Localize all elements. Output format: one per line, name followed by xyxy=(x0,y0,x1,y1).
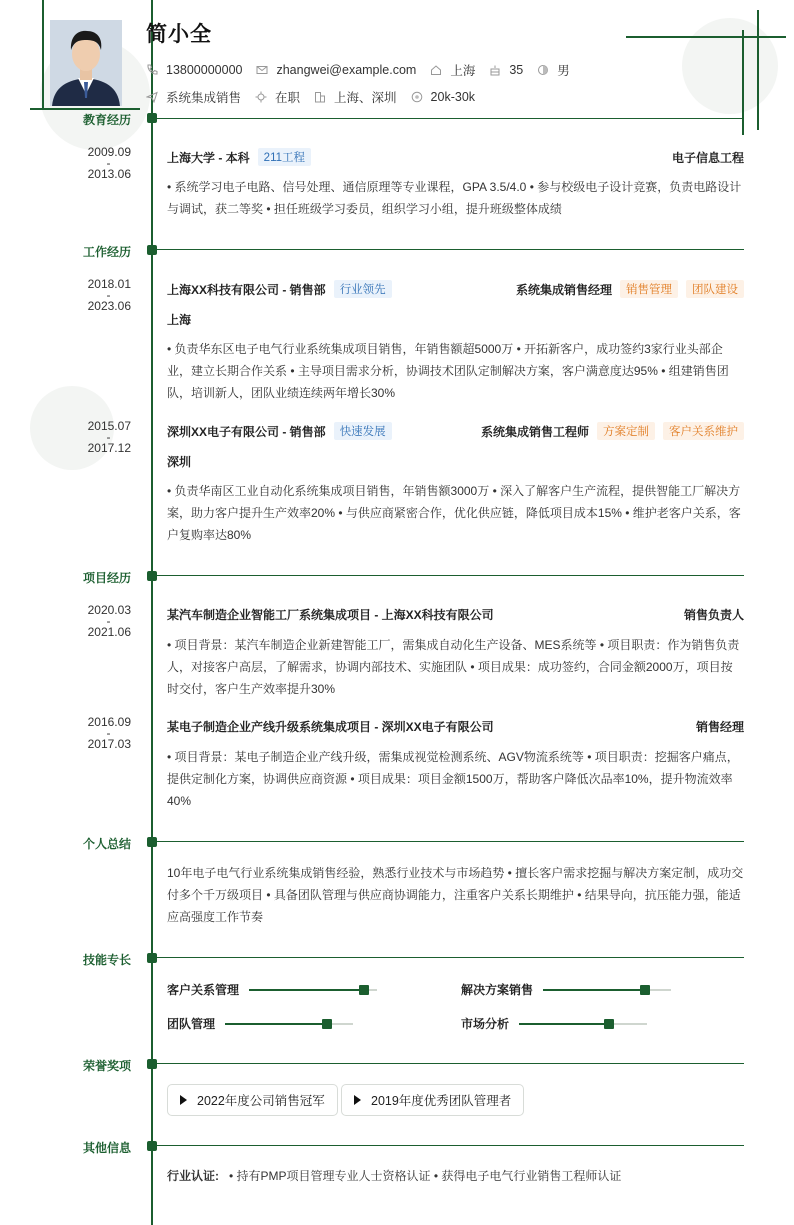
contact-row xyxy=(146,61,584,79)
project-role: 销售经理 xyxy=(695,720,744,734)
section-divider xyxy=(157,249,744,250)
decor-line xyxy=(42,0,44,110)
section-marker xyxy=(147,245,157,255)
status-item xyxy=(255,88,300,106)
skill-name: 市场分析 xyxy=(461,1017,510,1031)
target-city-item xyxy=(314,88,397,106)
date-dash: - xyxy=(106,614,111,628)
age-item xyxy=(489,63,523,77)
company-name: 上海XX科技有限公司 - 销售部 xyxy=(167,282,326,297)
edu-header xyxy=(167,148,744,166)
project-start: 2016.09 xyxy=(87,715,131,729)
work-end: 2023.06 xyxy=(87,299,131,313)
avatar xyxy=(50,20,122,106)
job-title: 系统集成销售工程师 xyxy=(480,424,589,439)
work-header xyxy=(167,280,744,298)
date-dash: - xyxy=(106,430,111,444)
date-dash: - xyxy=(106,156,111,170)
section-title-work: 工作经历 xyxy=(82,245,131,259)
section-divider xyxy=(157,118,744,119)
section-divider xyxy=(157,841,744,842)
project-date xyxy=(60,716,131,750)
phone-icon xyxy=(146,64,158,76)
decor-line xyxy=(742,30,744,135)
building-icon xyxy=(314,91,326,103)
company-name: 深圳XX电子有限公司 - 销售部 xyxy=(167,424,326,439)
skill-item xyxy=(461,1015,647,1032)
skill-knob xyxy=(322,1019,332,1029)
work-end: 2017.12 xyxy=(87,441,131,455)
section-divider xyxy=(157,1145,744,1146)
skill-knob xyxy=(359,985,369,995)
skill-tag: 客户关系维护 xyxy=(663,422,744,440)
project-description: • 项目背景：某汽车制造企业新建智能工厂，需集成自动化生产设备、MES系统等 • 项目职责：作为销售负责人，对接客户高层，了解需求，协调内部技术、实施团队 • 项目成果：成功签约，合同金额2000万，项目按时交付，客户生产效率提升30% xyxy=(167,638,740,696)
section-title-other: 其他信息 xyxy=(82,1141,131,1155)
project-header xyxy=(167,718,744,735)
skill-bar xyxy=(519,1023,647,1025)
edu-date xyxy=(60,146,131,180)
section-marker xyxy=(147,571,157,581)
work-location: 深圳 xyxy=(167,455,192,469)
skill-name: 团队管理 xyxy=(167,1017,216,1031)
summary-text: 10年电子电气行业系统集成销售经验，熟悉行业技术与市场趋势 • 擅长客户需求挖掘与解决方案定制，成功交付多个千万级项目 • 具备团队管理与供应商协调能力，注重客户关系长期维护 • 结果导向，抗压能力强，能适应高强度工作节奏 xyxy=(167,866,744,924)
section-marker xyxy=(147,1141,157,1151)
skill-fill xyxy=(225,1023,327,1025)
date-dash: - xyxy=(106,288,111,302)
skill-knob xyxy=(604,1019,614,1029)
skill-bar xyxy=(249,989,377,991)
section-title-education: 教育经历 xyxy=(82,113,131,127)
section-title-skills: 技能专长 xyxy=(82,953,131,967)
other-info xyxy=(167,1165,744,1187)
skill-item xyxy=(167,981,377,998)
play-icon xyxy=(180,1095,187,1105)
skill-item xyxy=(461,981,671,998)
gender-icon xyxy=(537,64,549,76)
email-text: zhangwei@example.com xyxy=(276,63,417,77)
skill-fill xyxy=(249,989,364,991)
timeline-line xyxy=(151,0,153,1225)
section-title-awards: 荣誉奖项 xyxy=(82,1059,131,1073)
project-name: 某汽车制造企业智能工厂系统集成项目 - 上海XX科技有限公司 xyxy=(167,608,494,622)
section-marker xyxy=(147,1059,157,1069)
skill-bar xyxy=(225,1023,353,1025)
status-icon xyxy=(255,91,267,103)
section-title-summary: 个人总结 xyxy=(82,837,131,851)
work-date xyxy=(60,278,131,312)
project-description: • 项目背景：某电子制造企业产线升级，需集成视觉检测系统、AGV物流系统等 • 项目职责：挖掘客户痛点，提供定制化方案，协调供应商资源 • 项目成果：项目金额1500万，帮助客户降低次品率10%，提升物流效率40% xyxy=(167,750,739,808)
date-dash: - xyxy=(106,726,111,740)
edu-description: • 系统学习电子电路、信号处理、通信原理等专业课程，GPA 3.5/4.0 • 参与校级电子设计竞赛，负责电路设计与调试，获二等奖 • 担任班级学习委员，组织学习小组，提升班级整体成绩 xyxy=(167,180,742,216)
project-date xyxy=(60,604,131,638)
job-title: 系统集成销售经理 xyxy=(515,282,612,297)
work-description: • 负责华南区工业自动化系统集成项目销售，年销售额3000万 • 深入了解客户生产流程，提供智能工厂解决方案，助力客户提升生产效率20% • 与供应商紧密合作，优化供应链，降低项目成本15% • 维护老客户关系，客户复购率达80% xyxy=(167,484,741,542)
skill-knob xyxy=(640,985,650,995)
phone-item xyxy=(146,63,242,77)
edu-start: 2009.09 xyxy=(87,145,131,159)
section-divider xyxy=(157,575,744,576)
phone-text: 13800000000 xyxy=(166,63,243,77)
decor-line xyxy=(626,36,786,38)
major-name: 电子信息工程 xyxy=(671,150,744,165)
skill-name: 客户关系管理 xyxy=(167,983,240,997)
award-label: 2022年度公司销售冠军 xyxy=(197,1094,325,1108)
award-item xyxy=(167,1084,338,1116)
project-start: 2020.03 xyxy=(87,603,131,617)
city-text: 上海 xyxy=(450,64,476,78)
other-text: • 持有PMP项目管理专业人士资格认证 • 获得电子电气行业销售工程师认证 xyxy=(229,1169,622,1183)
decor-line xyxy=(30,108,140,110)
project-role: 销售负责人 xyxy=(683,608,744,622)
section-divider xyxy=(157,957,744,958)
section-marker xyxy=(147,113,157,123)
skill-tag: 销售管理 xyxy=(620,280,678,298)
company-tag: 快速发展 xyxy=(334,422,392,440)
status-text: 在职 xyxy=(275,91,301,105)
award-item xyxy=(341,1084,524,1116)
section-title-project: 项目经历 xyxy=(82,571,131,585)
candidate-name: 简小全 xyxy=(146,23,212,46)
target-job-item xyxy=(146,88,241,106)
salary-item xyxy=(411,90,475,104)
money-icon xyxy=(411,91,423,103)
decor-line xyxy=(757,10,759,130)
skill-tag: 方案定制 xyxy=(597,422,655,440)
skill-fill xyxy=(543,989,645,991)
target-city-text: 上海、深圳 xyxy=(334,91,397,105)
skill-fill xyxy=(519,1023,609,1025)
work-start: 2018.01 xyxy=(87,277,131,291)
skill-bar xyxy=(543,989,671,991)
home-icon xyxy=(430,64,442,76)
section-marker xyxy=(147,953,157,963)
work-start: 2015.07 xyxy=(87,419,131,433)
work-date xyxy=(60,420,131,454)
other-label: 行业认证: xyxy=(167,1169,219,1183)
project-end: 2017.03 xyxy=(87,737,131,751)
play-icon xyxy=(354,1095,361,1105)
section-marker xyxy=(147,837,157,847)
company-tag: 行业领先 xyxy=(334,280,392,298)
city-item xyxy=(430,61,475,79)
edu-end: 2013.06 xyxy=(87,167,131,181)
mail-icon xyxy=(256,64,268,76)
section-divider xyxy=(157,1063,744,1064)
intent-row xyxy=(146,88,489,106)
skill-name: 解决方案销售 xyxy=(461,983,534,997)
gender-text: 男 xyxy=(557,64,570,78)
email-item xyxy=(256,63,416,77)
project-name: 某电子制造企业产线升级系统集成项目 - 深圳XX电子有限公司 xyxy=(167,720,494,734)
age-icon xyxy=(489,64,501,76)
work-location: 上海 xyxy=(167,313,192,327)
award-label: 2019年度优秀团队管理者 xyxy=(371,1094,512,1108)
project-end: 2021.06 xyxy=(87,625,131,639)
decor-circle xyxy=(682,18,778,114)
send-icon xyxy=(146,91,158,103)
project-header xyxy=(167,606,744,623)
skill-item xyxy=(167,1015,353,1032)
work-description: • 负责华东区电子电气行业系统集成项目销售，年销售额超5000万 • 开拓新客户，成功签约3家行业头部企业，建立长期合作关系 • 主导项目需求分析，协调技术团队定制解决方案，客户满意度达95% • 组建销售团队，培训新人，团队业绩连续两年增长30% xyxy=(167,342,729,400)
work-header xyxy=(167,422,744,440)
age-text: 35 xyxy=(509,63,524,77)
salary-text: 20k-30k xyxy=(430,90,476,104)
gender-item xyxy=(537,61,570,79)
school-tag: 211工程 xyxy=(258,148,311,166)
school-name: 上海大学 - 本科 xyxy=(167,150,250,165)
target-job-text: 系统集成销售 xyxy=(166,91,242,105)
skill-tag: 团队建设 xyxy=(686,280,744,298)
